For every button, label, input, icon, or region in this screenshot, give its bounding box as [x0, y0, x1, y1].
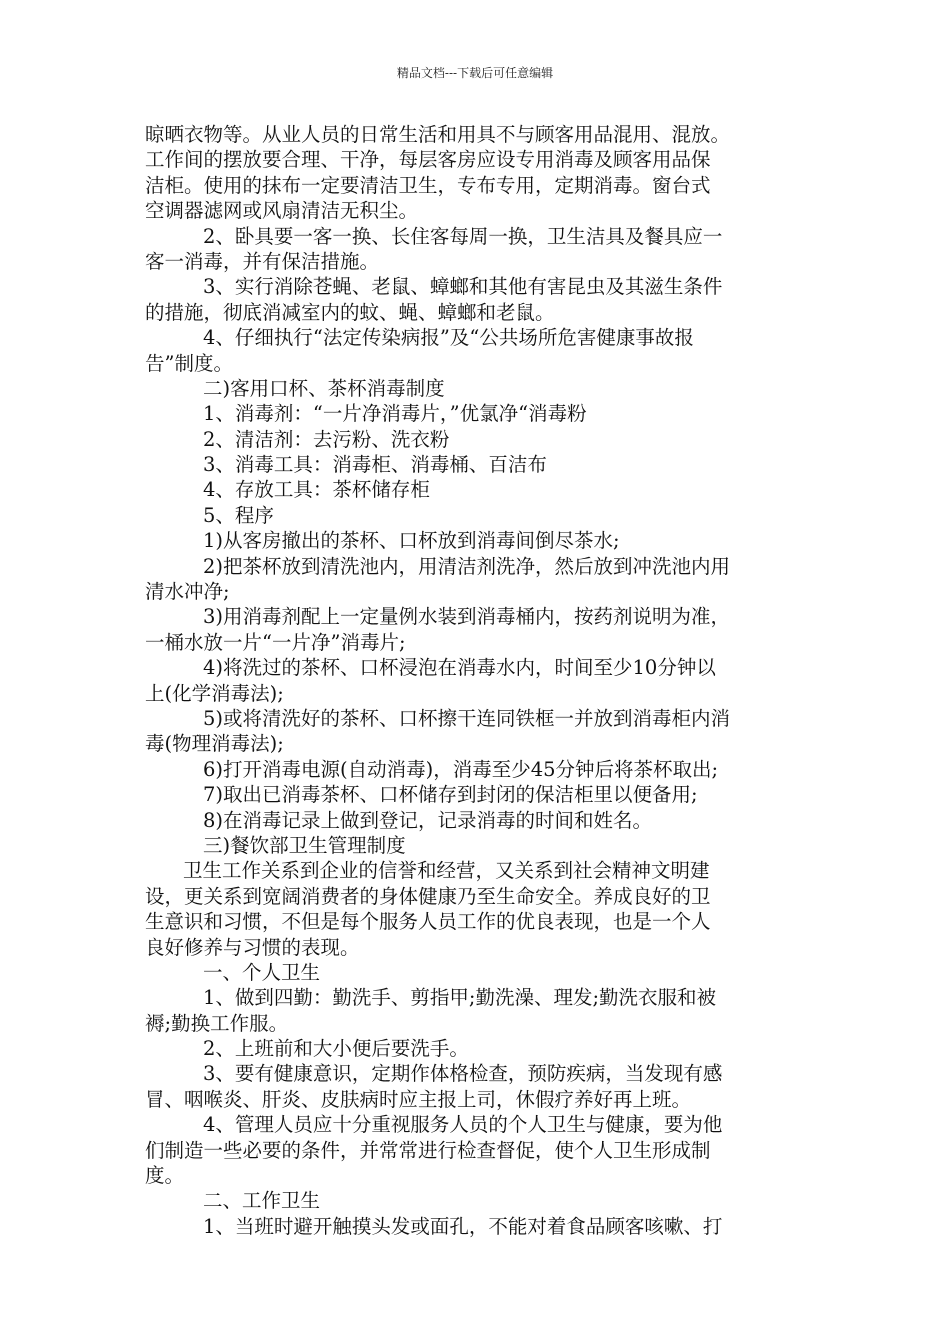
text-line: 毒(物理消毒法);: [145, 732, 284, 756]
text-line: 一、个人卫生: [203, 960, 321, 984]
text-line: 工作间的摆放要合理、干净，每层客房应设专用消毒及顾客用品保: [145, 148, 711, 172]
text-line: 2)把茶杯放到清洗池内，用清洁剂洗净，然后放到冲洗池内用: [203, 554, 731, 578]
text-line: 洁柜。使用的抹布一定要清洁卫生，专布专用，定期消毒。窗台式: [145, 173, 711, 197]
text-line: 5)或将清洗好的茶杯、口杯擦干连同铁框一并放到消毒柜内消: [203, 706, 731, 730]
text-line: 2、卧具要一客一换、长住客每周一换，卫生洁具及餐具应一: [203, 224, 723, 248]
text-line: 卫生工作关系到企业的信誉和经营，又关系到社会精神文明建: [183, 859, 710, 883]
text-line: 设，更关系到宽阔消费者的身体健康乃至生命安全。养成良好的卫: [145, 884, 711, 908]
text-line: 1)从客房撤出的茶杯、口杯放到消毒间倒尽茶水;: [203, 529, 620, 553]
text-line: 3、消毒工具：消毒柜、消毒桶、百洁布: [203, 453, 547, 477]
text-line: 一桶水放一片“一片净”消毒片;: [145, 630, 406, 654]
text-line: 二、工作卫生: [203, 1189, 321, 1213]
text-line: 3、实行消除苍蝇、老鼠、蟑螂和其他有害昆虫及其滋生条件: [203, 275, 723, 299]
text-line: 们制造一些必要的条件，并常常进行检查督促，使个人卫生形成制: [145, 1138, 711, 1162]
text-line: 冒、咽喉炎、肝炎、皮肤病时应主报上司，休假疗养好再上班。: [145, 1087, 692, 1111]
text-line: 7)取出已消毒茶杯、口杯储存到封闭的保洁柜里以便备用;: [203, 783, 698, 807]
text-line: 4)将洗过的茶杯、口杯浸泡在消毒水内，时间至少10分钟以: [203, 656, 716, 680]
text-line: 度。: [145, 1164, 185, 1188]
text-line: 三)餐饮部卫生管理制度: [203, 833, 406, 857]
text-line: 良好修养与习惯的表现。: [145, 935, 360, 959]
text-line: 4、仔细执行“法定传染病报”及“公共场所危害健康事故报: [203, 326, 694, 350]
text-line: 4、管理人员应十分重视服务人员的个人卫生与健康，要为他: [203, 1113, 723, 1137]
text-line: 3、要有健康意识，定期作体格检查，预防疾病，当发现有感: [203, 1062, 723, 1086]
text-line: 二)客用口杯、茶杯消毒制度: [203, 376, 445, 400]
text-line: 3)用消毒剂配上一定量例水装到消毒桶内，按药剂说明为准，: [203, 605, 731, 629]
text-line: 告”制度。: [145, 351, 233, 375]
text-line: 1、消毒剂：“一片净消毒片，”优氯净“消毒粉: [203, 402, 587, 426]
page-header: 精品文档---下载后可任意编辑: [396, 66, 554, 80]
text-line: 空调器滤网或风扇清洁无积尘。: [145, 199, 419, 223]
text-line: 1、当班时避开触摸头发或面孔，不能对着食品顾客咳嗽、打: [203, 1214, 723, 1238]
text-line: 上(化学消毒法);: [145, 681, 284, 705]
document-body: [145, 122, 810, 1239]
text-line: 客一消毒，并有保洁措施。: [145, 249, 380, 273]
text-line: 褥;勤换工作服。: [145, 1011, 289, 1035]
text-line: 清水冲净;: [145, 580, 230, 604]
text-line: 6)打开消毒电源(自动消毒)，消毒至少45分钟后将茶杯取出;: [203, 757, 719, 781]
text-line: 5、程序: [203, 503, 274, 527]
text-line: 2、上班前和大小便后要洗手。: [203, 1037, 469, 1061]
text-line: 晾晒衣物等。从业人员的日常生活和用具不与顾客用品混用、混放。: [145, 123, 731, 146]
text-line: 的措施，彻底消减室内的蚊、蝇、蟑螂和老鼠。: [145, 300, 555, 324]
text-line: 1、做到四勤：勤洗手、剪指甲;勤洗澡、理发;勤洗衣服和被: [203, 986, 717, 1010]
text-line: 生意识和习惯，不但是每个服务人员工作的优良表现，也是一个人: [145, 910, 711, 934]
text-line: 2、清洁剂：去污粉、洗衣粉: [203, 427, 450, 451]
text-line: 4、存放工具：茶杯储存柜: [203, 478, 430, 502]
text-line: 8)在消毒记录上做到登记，记录消毒的时间和姓名。: [203, 808, 653, 832]
